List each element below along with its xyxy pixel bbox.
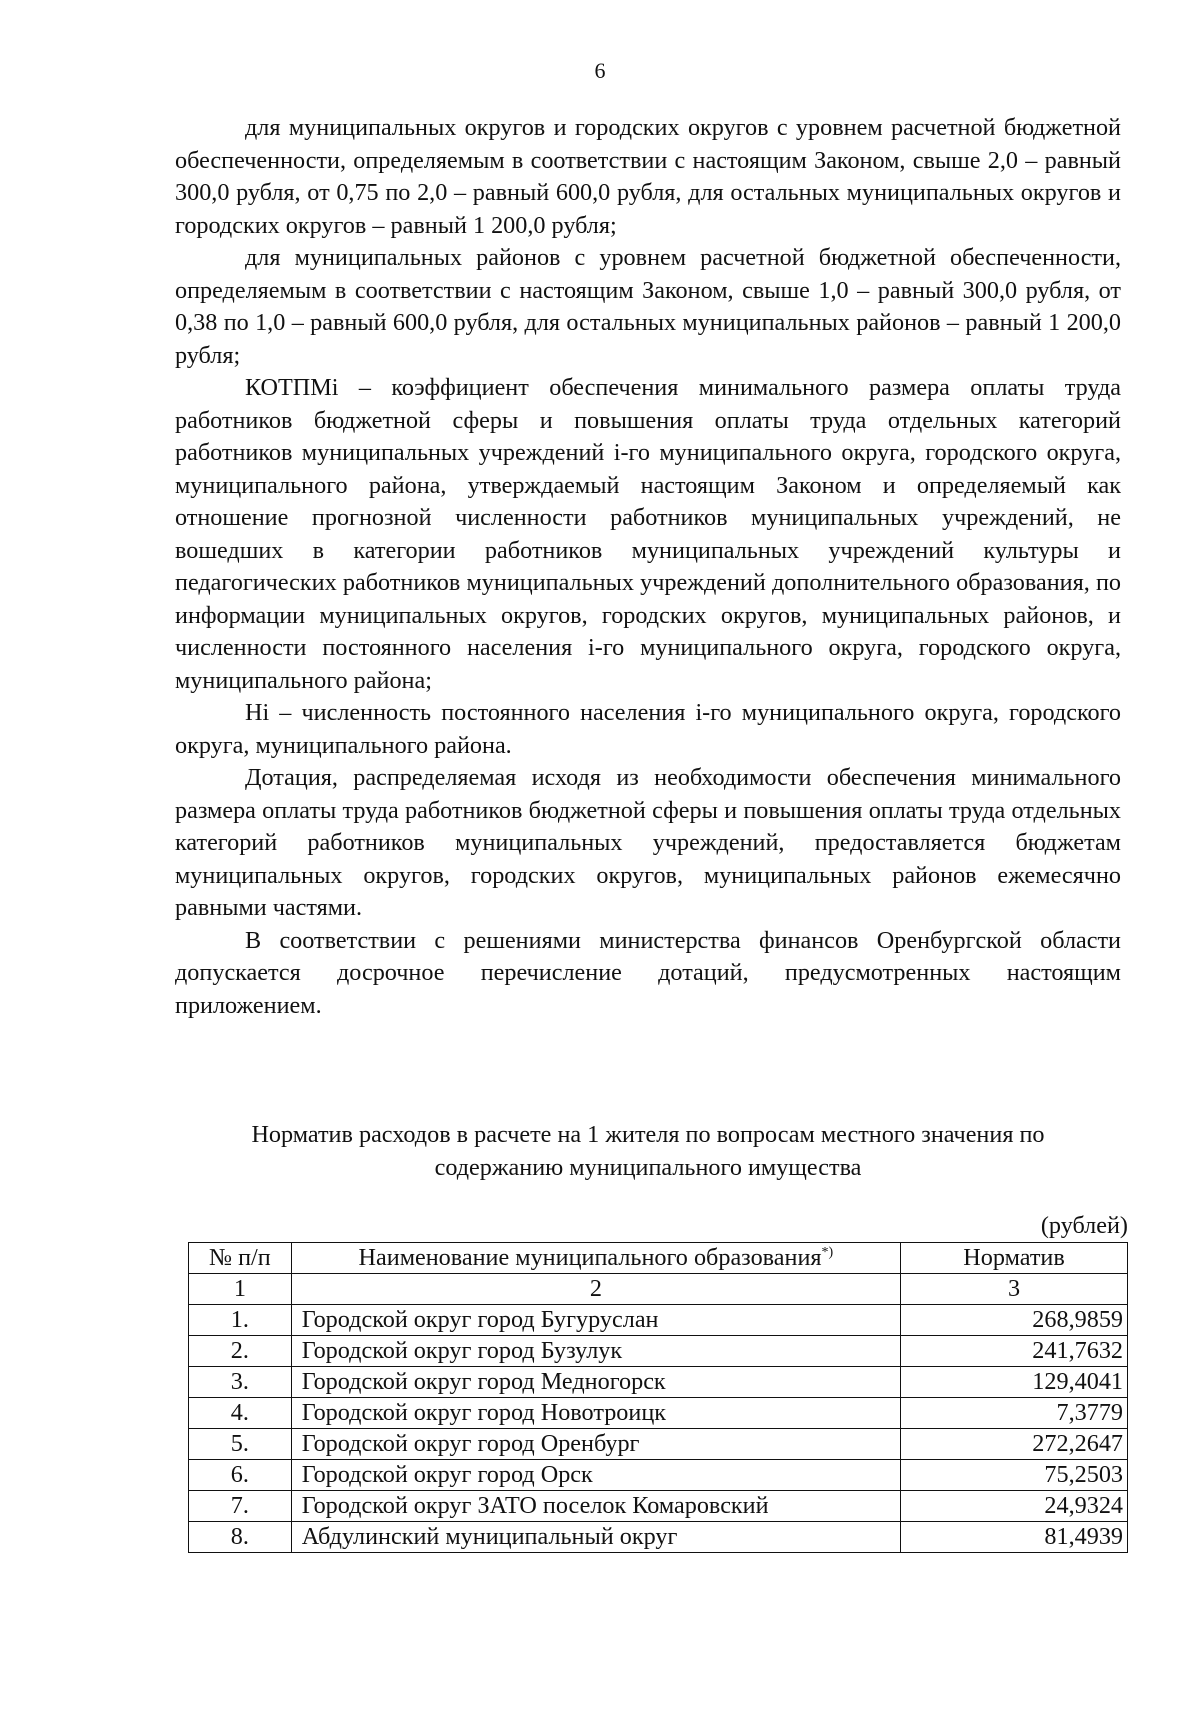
table-row	[189, 1522, 1128, 1553]
table-title	[175, 1118, 1121, 1184]
paragraph: В соответствии с решениями министерства финансов Оренбургской области допускается досрочное перечисление дотаций, предусмотренных настоящим приложением.	[175, 926, 1121, 1019]
row-value: 268,9859	[901, 1305, 1128, 1336]
page-number: 6	[594, 58, 606, 83]
row-value: 272,2647	[901, 1429, 1128, 1460]
norm-table	[188, 1242, 1128, 1553]
row-name: Абдулинский муниципальный округ	[291, 1522, 900, 1553]
index-cell: 3	[901, 1274, 1128, 1305]
paragraph: для муниципальных районов с уровнем расчетной бюджетной обеспеченности, определяемым в соответствии с настоящим Законом, свыше 1,0 – равный 300,0 рубля, от 0,38 по 1,0 – равный 600,0 рубля, для остальных муниципальных районов – равный 1 200,0 рубля;	[175, 244, 1121, 369]
table-row	[189, 1398, 1128, 1429]
row-value: 24,9324	[901, 1491, 1128, 1522]
table-row	[189, 1491, 1128, 1522]
row-value: 75,2503	[901, 1460, 1128, 1491]
header-name-footnote: *)	[821, 1244, 834, 1260]
row-name: Городской округ город Медногорск	[291, 1367, 900, 1398]
row-name: Городской округ город Оренбург	[291, 1429, 900, 1460]
header-name	[291, 1243, 900, 1274]
table-row	[189, 1429, 1128, 1460]
table-title-line: Норматив расходов в расчете на 1 жителя по вопросам местного значения по	[251, 1121, 1045, 1148]
row-name: Городской округ город Новотроицк	[291, 1398, 900, 1429]
row-num: 4.	[189, 1398, 292, 1429]
table-title-line: содержанию муниципального имущества	[434, 1154, 862, 1181]
row-name: Городской округ город Орск	[291, 1460, 900, 1491]
row-value: 81,4939	[901, 1522, 1128, 1553]
header-norm: Норматив	[901, 1243, 1128, 1274]
row-name: Городской округ ЗАТО поселок Комаровский	[291, 1491, 900, 1522]
paragraph: КОТПМi – коэффициент обеспечения минимального размера оплаты труда работников бюджетной сферы и повышения оплаты труда отдельных категорий работников муниципальных учреждений i-го муниципального округа, городского округа, муниципального района, утверждаемый настоящим Законом и определяемый как отношение прогнозной численности работников муниципальных учреждений, не вошедших в категории работников муниципальных учреждений культуры и педагогических работников муниципальных учреждений дополнительного образования, по информации муниципальных округов, городских округов, муниципальных районов, и численности постоянного населения i-го муниципального округа, городского округа, муниципального района;	[175, 374, 1121, 694]
row-num: 5.	[189, 1429, 292, 1460]
table-header-row	[189, 1243, 1128, 1274]
table-row	[189, 1460, 1128, 1491]
paragraph: Дотация, распределяемая исходя из необходимости обеспечения минимального размера оплаты труда работников бюджетной сферы и повышения оплаты труда отдельных категорий работников муниципальных учреждений, предоставляется бюджетам муниципальных округов, городских округов, муниципальных районов ежемесячно равными частями.	[175, 764, 1121, 921]
row-name: Городской округ город Бузулук	[291, 1336, 900, 1367]
row-num: 7.	[189, 1491, 292, 1522]
row-name: Городской округ город Бугуруслан	[291, 1305, 900, 1336]
header-name-text: Наименование муниципального образования	[358, 1244, 822, 1271]
paragraph: для муниципальных округов и городских округов с уровнем расчетной бюджетной обеспеченности, определяемым в соответствии с настоящим Законом, свыше 2,0 – равный 300,0 рубля, от 0,75 по 2,0 – равный 600,0 рубля, для остальных муниципальных округов и городских округов – равный 1 200,0 рубля;	[175, 114, 1121, 239]
header-num: № п/п	[189, 1243, 292, 1274]
row-num: 6.	[189, 1460, 292, 1491]
table-row	[189, 1305, 1128, 1336]
unit-label: (рублей)	[1040, 1212, 1128, 1239]
row-num: 1.	[189, 1305, 292, 1336]
row-value: 7,3779	[901, 1398, 1128, 1429]
table-row	[189, 1367, 1128, 1398]
row-value: 129,4041	[901, 1367, 1128, 1398]
row-value: 241,7632	[901, 1336, 1128, 1367]
table-index-row	[189, 1274, 1128, 1305]
index-cell: 2	[291, 1274, 900, 1305]
body-text	[175, 112, 1121, 1022]
row-num: 2.	[189, 1336, 292, 1367]
row-num: 3.	[189, 1367, 292, 1398]
index-cell: 1	[189, 1274, 292, 1305]
table-row	[189, 1336, 1128, 1367]
paragraph: Нi – численность постоянного населения i-го муниципального округа, городского округа, муниципального района.	[175, 699, 1121, 759]
row-num: 8.	[189, 1522, 292, 1553]
